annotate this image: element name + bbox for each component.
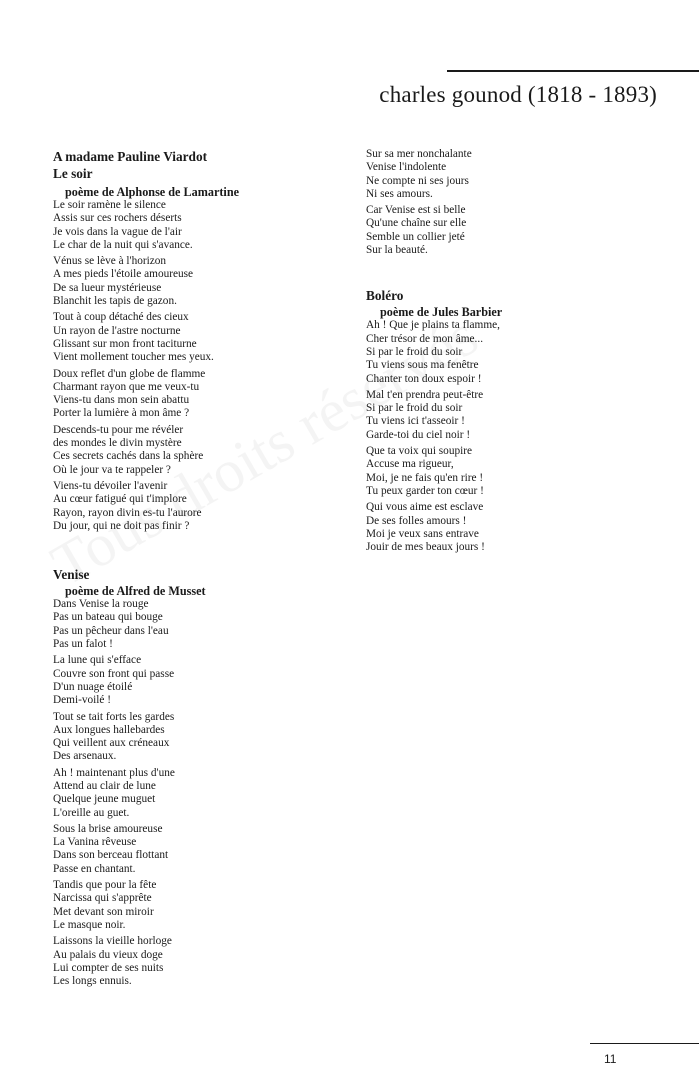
verse-line: Passe en chantant. [53,862,136,875]
verse-line: Met devant son miroir [53,905,154,918]
verse-line: Mal t'en prendra peut-être [366,388,484,401]
verse-line: De sa lueur mystérieuse [53,281,162,294]
verse-line: Le char de la nuit qui s'avance. [53,238,193,251]
stanza [53,424,343,477]
verse-line: Ah ! maintenant plus d'une [53,766,175,779]
verse-line: Glissant sur mon front taciturne [53,337,197,350]
verse-line: Ni ses amours. [366,187,433,200]
verse-line: L'oreille au guet. [53,806,130,819]
verse-line: Du jour, qui ne doit pas finir ? [53,519,190,532]
poem-title: Boléro [366,288,404,304]
verse-line: A mes pieds l'étoile amoureuse [53,268,194,281]
stanza [53,368,343,421]
verse-line: Les longs ennuis. [53,975,132,988]
stanza-list [53,598,343,988]
stanza [53,199,343,252]
stanza [53,255,343,308]
verse-line: Tout se tait forts les gardes [53,710,175,723]
verse-line: Accuse ma rigueur, [366,458,454,471]
verse-line: Aux longues hallebardes [53,723,165,736]
verse-line: Semble un collier jeté [366,230,465,243]
stanza-list [366,319,666,554]
verse-line: Charmant rayon que me veux-tu [53,380,200,393]
verse-line: Descends-tu pour me révéler [53,423,184,436]
verse-line: Jouir de mes beaux jours ! [366,541,485,554]
verse-line: Où le jour va te rappeler ? [53,463,171,476]
verse-line: De ses folles amours ! [366,514,467,527]
stanza [53,879,343,932]
header-rule [447,70,699,72]
verse-line: Tu peux garder ton cœur ! [366,484,484,497]
verse-line: La Vanina rêveuse [53,836,137,849]
stanza [53,654,343,707]
verse-line: Pas un bateau qui bouge [53,611,163,624]
stanza [53,598,343,651]
verse-line: La lune qui s'efface [53,654,142,667]
stanza [53,823,343,876]
verse-line: Dans Venise la rouge [53,598,149,611]
poem-venise [53,566,343,988]
poet-credit: poème de Alfred de Musset [65,584,206,599]
verse-line: Tout à coup détaché des cieux [53,311,189,324]
poem-title: Le soir [53,166,93,181]
verse-line: Moi je veux sans entrave [366,527,479,540]
verse-line: Pas un falot ! [53,638,113,651]
verse-line: Viens-tu dans mon sein abattu [53,394,190,407]
verse-line: Un rayon de l'astre nocturne [53,324,181,337]
verse-line: Sur la beauté. [366,244,428,257]
right-column [366,148,666,557]
verse-line: Chanter ton doux espoir ! [366,372,482,385]
verse-line: Dans son berceau flottant [53,849,169,862]
verse-line: Car Venise est si belle [366,204,466,217]
verse-line: Garde-toi du ciel noir ! [366,428,471,441]
verse-line: Cher trésor de mon âme... [366,332,484,345]
verse-line: Moi, je ne fais qu'en rire ! [366,471,484,484]
poet-credit: poème de Alphonse de Lamartine [65,185,240,199]
verse-line: Vient mollement toucher mes yeux. [53,351,214,364]
verse-line: Lui compter de ses nuits [53,961,164,974]
left-column [53,148,343,991]
verse-line: Ne compte ni ses jours [366,174,469,187]
verse-line: Que ta voix qui soupire [366,445,473,458]
verse-line: Au palais du vieux doge [53,948,163,961]
verse-line: Quelque jeune muguet [53,793,156,806]
verse-line: Tandis que pour la fête [53,879,157,892]
verse-line: Je vois dans la vague de l'air [53,225,182,238]
composer-heading: charles gounod (1818 - 1893) [379,82,657,107]
stanza [53,767,343,820]
verse-line: Sous la brise amoureuse [53,822,163,835]
venise-continued [366,148,666,257]
verse-line: Demi-voilé ! [53,694,112,707]
verse-line: Au cœur fatigué qui t'implore [53,493,187,506]
verse-line: Le soir ramène le silence [53,199,166,211]
verse-line: Tu viens sous ma fenêtre [366,359,479,372]
verse-line: Assis sur ces rochers déserts [53,212,182,225]
dedication: A madame Pauline Viardot [53,149,208,164]
verse-line: Laissons la vieille horloge [53,935,172,948]
verse-line: des mondes le divin mystère [53,437,182,450]
verse-line: Pas un pêcheur dans l'eau [53,624,169,637]
verse-line: Porter la lumière à mon âme ? [53,407,190,420]
footer-rule [590,1043,699,1044]
stanza [366,445,666,498]
stanza [366,389,666,442]
verse-line: Le masque noir. [53,918,126,931]
verse-line: Vénus se lève à l'horizon [53,255,167,268]
verse-line: Qui veillent aux créneaux [53,737,170,750]
verse-line: Doux reflet d'un globe de flamme [53,367,206,380]
page-number: 11 [604,1052,617,1066]
poet-credit: poème de Jules Barbier [380,305,503,320]
stanza [53,711,343,764]
verse-line: Venise l'indolente [366,161,447,174]
verse-line: Qu'une chaîne sur elle [366,217,467,230]
verse-line: Attend au clair de lune [53,779,156,792]
poem-title: Venise [53,567,90,583]
verse-line: Rayon, rayon divin es-tu l'aurore [53,506,202,519]
poem-le-soir [53,165,343,533]
stanza [53,311,343,364]
stanza [53,935,343,988]
verse-line: Blanchit les tapis de gazon. [53,295,177,308]
verse-line: Ah ! Que je plains ta flamme, [366,319,500,332]
stanza [366,319,666,385]
verse-line: Ces secrets cachés dans la sphère [53,450,204,463]
verse-line: Sur sa mer nonchalante [366,148,472,160]
verse-line: Si par le froid du soir [366,345,463,358]
verse-line: D'un nuage étoilé [53,680,133,693]
stanza [366,148,666,201]
stanza-list [53,199,343,533]
verse-line: Des arsenaux. [53,750,117,763]
stanza [366,204,666,257]
verse-line: Viens-tu dévoiler l'avenir [53,479,168,492]
verse-line: Qui vous aime est esclave [366,501,484,514]
poem-bolero [366,287,666,554]
verse-line: Couvre son front qui passe [53,667,175,680]
stanza [53,480,343,533]
stanza [366,501,666,554]
verse-line: Si par le froid du soir [366,402,463,415]
verse-line: Narcissa qui s'apprête [53,892,152,905]
verse-line: Tu viens ici t'asseoir ! [366,415,465,428]
